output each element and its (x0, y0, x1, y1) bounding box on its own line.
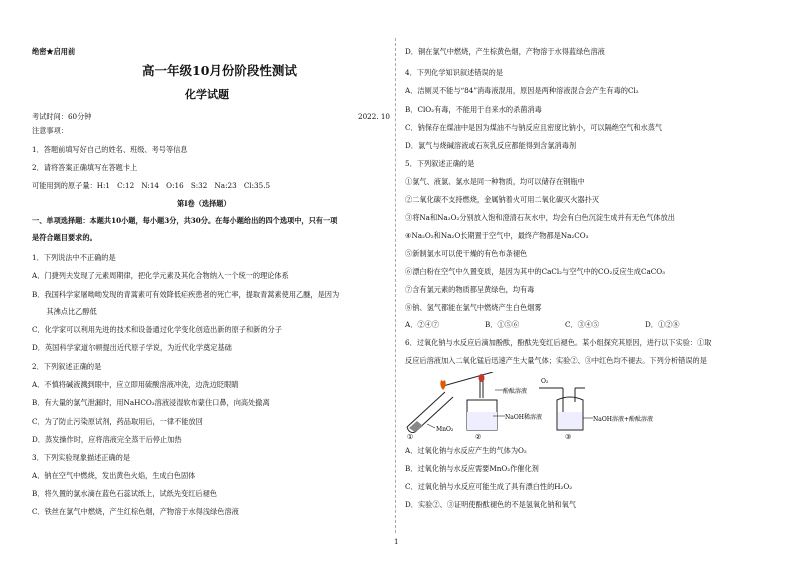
statement-line: ①氯气、液氯、氯水是同一种物质，均可以储存在钢瓶中 (405, 177, 585, 186)
question-line: C．钠保存在煤油中是因为煤油不与钠反应且密度比钠小，可以隔绝空气和水蒸气 (405, 123, 663, 132)
column-divider (395, 38, 396, 533)
answer-option: C．③④⑤ (565, 320, 600, 329)
apparatus-2 (467, 374, 542, 440)
answer-option: B．①⑤⑥ (485, 320, 520, 329)
o2-label: O₂ (541, 378, 549, 385)
question-line: A．钠在空气中燃烧，发出黄色火焰，生成白色固体 (32, 471, 196, 480)
question-line: A．门捷列夫发现了元素周期律，把化学元素及其化合物纳入一个统一的理论体系 (32, 271, 289, 280)
atomic-masses: 可能用到的原子量：H:1 C:12 N:14 O:16 S:32 Na:23 Cl:35.5 (32, 181, 271, 190)
question-line: 3．下列实验现象描述正确的是 (32, 453, 131, 462)
statement-line: ③将Na和Na₂O₂分别放入饱和澄清石灰水中，均会有白色沉淀生成并有无色气体放出 (405, 213, 675, 222)
statement-line: ④Na₂O₂和Na₂O长期置于空气中，最终产物都是Na₂CO₃ (405, 231, 589, 240)
notice-title: 注意事项： (32, 126, 68, 135)
volume-heading: 第I卷（选择题） (177, 199, 231, 208)
exam-title: 高一年级10月份阶段性测试 (142, 63, 297, 78)
question-line: 4．下列化学知识叙述错误的是 (405, 68, 504, 77)
section-heading: 一、单项选择题：本题共10小题，每小题3分，共30分。在每小题给出的四个选项中，只有一项 (32, 216, 338, 225)
apparatus-2-label: ② (475, 433, 482, 440)
statement-line: ⑥漂白粉在空气中久置变质，是因为其中的CaCl₂与空气中的CO₂反应生成CaCO₃ (405, 267, 666, 276)
question-line: 2．下列叙述正确的是 (32, 362, 102, 371)
answer-option: A．②④⑦ (405, 320, 439, 329)
mno2-label: MnO₂ (436, 426, 454, 433)
statement-line: ⑧钠、氢气都能在氯气中燃烧产生白色烟雾 (405, 303, 542, 312)
exam-date: 2022. 10 (358, 112, 391, 121)
answer-option: D．实验②、③证明使酚酞褪色的不是氢氧化钠和氧气 (405, 500, 577, 509)
question-line: D．铜在氯气中燃烧，产生棕黄色烟，产物溶于水得蓝绿色溶液 (405, 47, 605, 56)
question-line: 5．下列叙述正确的是 (405, 159, 475, 168)
phenolphthalein-label: 酚酞溶液 (503, 388, 528, 395)
question-line: C．化学家可以利用先进的技术和设备通过化学变化创造出新的原子和新的分子 (32, 325, 282, 334)
experiment-diagram (405, 372, 725, 440)
subject-title: 化学试题 (185, 88, 229, 101)
question-line: 反应后溶液加入二氧化锰后迅速产生大量气体；实验②、③中红色均不褪去。下列分析错误的是 (405, 356, 707, 365)
question-line: D．蒸发操作时，应将溶液完全蒸干后停止加热 (32, 435, 182, 444)
statement-line: ⑦含有氯元素的物质都呈黄绿色，均有毒 (405, 285, 535, 294)
statement-line: ②二氧化碳不支持燃烧，金属钠着火可用二氧化碳灭火器扑灭 (405, 195, 600, 204)
exam-time: 考试时间：60分钟 (32, 112, 92, 121)
notice-item: 2．请将答案正确填写在答题卡上 (32, 163, 138, 172)
question-line: D．氯气与烧碱溶液或石灰乳反应都能得到含氯消毒剂 (405, 141, 577, 150)
naoh-phenol-label: NaOH溶液+酚酞溶液 (593, 416, 654, 423)
question-line: B．ClO₂有毒，不能用于自来水的杀菌消毒 (405, 105, 542, 114)
notice-item: 1．答题前填写好自己的姓名、班级、考号等信息 (32, 145, 188, 154)
question-line: C．铁丝在氯气中燃烧，产生红棕色烟，产物溶于水得浅绿色溶液 (32, 507, 239, 516)
question-line: 1．下列说法中不正确的是 (32, 253, 116, 262)
question-line: A．不慎将碱液溅到眼中，应立即用硫酸溶液冲洗，边洗边眨眼睛 (32, 380, 239, 389)
answer-option: C．过氧化钠与水反应可能生成了具有漂白性的H₂O₂ (405, 482, 573, 491)
question-line: 6．过氧化钠与水反应后滴加酚酞，酚酞先变红后褪色。某小组探究其原因，进行以下实验：①取 (405, 338, 712, 347)
section-heading-cont: 是符合题目要求的。 (32, 233, 97, 242)
answer-option: D．①②⑧ (645, 320, 680, 329)
question-line: D．英国科学家道尔顿提出近代原子学说，为近代化学奠定基础 (32, 343, 232, 352)
naoh-dilute-label: NaOH稀溶液 (505, 414, 542, 421)
confidential-label: 绝密★启用前 (32, 47, 76, 56)
apparatus-1-label: ① (407, 433, 414, 440)
question-line: B．将久置的氯水滴在蓝色石蕊试纸上，试纸先变红后褪色 (32, 489, 217, 498)
answer-option: A．过氧化钠与水反应产生的气体为O₂ (405, 446, 527, 455)
statement-line: ⑤新制氯水可以使干燥的有色布条褪色 (405, 249, 528, 258)
question-line: C．为了防止污染原试剂，药品取用后，一律不能放回 (32, 417, 203, 426)
page-number: 1 (394, 538, 399, 546)
answer-option: B．过氧化钠与水反应需要MnO₂作催化剂 (405, 464, 539, 473)
question-line: B．有大量的氯气泄漏时，用NaHCO₃溶液浸湿软布蒙住口鼻，向高处撤离 (32, 398, 270, 407)
question-line: A．洁厕灵不能与“84”消毒液混用，原因是两种溶液混合会产生有毒的Cl₂ (405, 86, 639, 95)
apparatus-3 (539, 378, 653, 440)
question-line: 其沸点比乙醇低 (32, 307, 97, 316)
question-line: B．我国科学家屠呦呦发现的青蒿素可有效降低疟疾患者的死亡率，提取青蒿素使用乙醚，是因为 (32, 290, 340, 299)
apparatus-3-label: ③ (565, 433, 572, 440)
